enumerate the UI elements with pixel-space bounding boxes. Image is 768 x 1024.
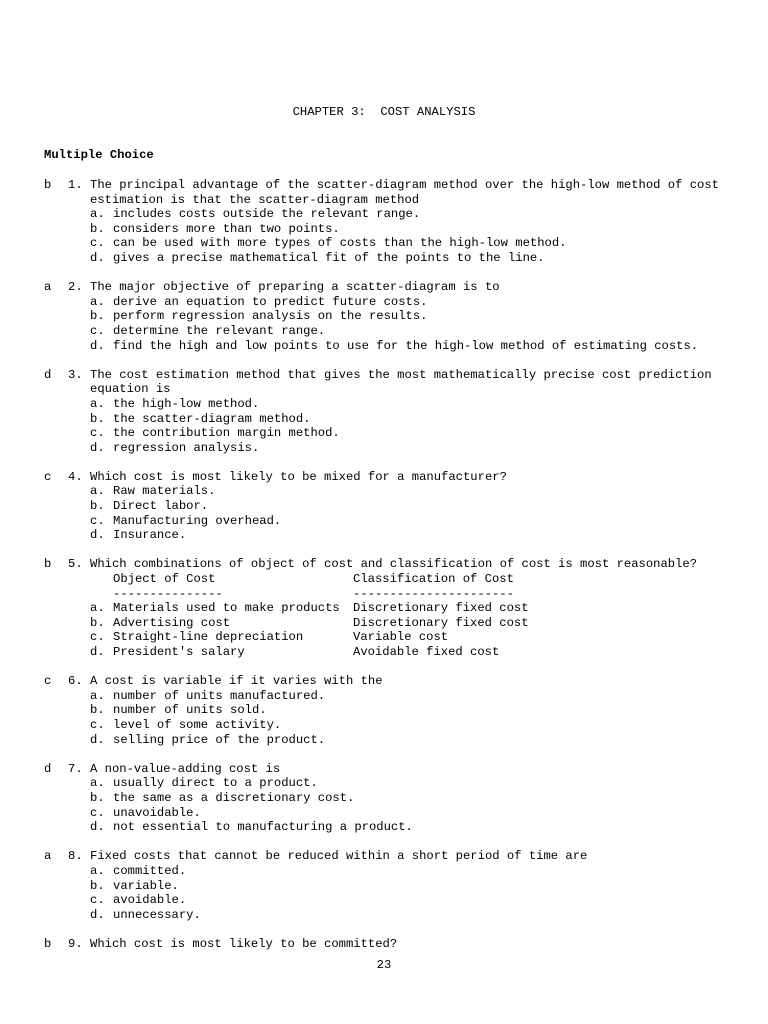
cost-object: President's salary — [113, 645, 245, 659]
question-text: Which combinations of object of cost and classification of cost is most reasonable? — [90, 557, 698, 572]
option-letter: b. — [90, 703, 105, 718]
option-letter: a. — [90, 688, 105, 703]
question-item — [0, 849, 768, 922]
question-number: 4. — [68, 469, 83, 484]
option-letter: a. — [90, 207, 105, 222]
option-text: variable. — [113, 878, 179, 893]
option-letter: c. — [90, 805, 105, 820]
question-text: The principal advantage of the scatter-diagram method over the high-low method of cost estimation is that the scatter-diagram method — [90, 178, 727, 207]
answer-option — [90, 879, 768, 894]
answer-option — [90, 514, 768, 529]
option-letter: b. — [90, 878, 105, 893]
answer-key: a — [44, 280, 52, 295]
answer-option — [90, 207, 768, 222]
answer-option — [90, 806, 768, 821]
answer-option — [90, 412, 768, 427]
answer-option — [90, 236, 768, 251]
option-text: regression analysis. — [113, 440, 260, 455]
option-letter: c. — [90, 630, 105, 645]
question-text: The cost estimation method that gives the most mathematically precise cost prediction equation is — [90, 367, 719, 397]
question-number: 9. — [68, 936, 83, 951]
question-item — [0, 178, 768, 266]
table-row — [90, 601, 768, 616]
option-letter: b. — [90, 221, 105, 236]
answer-option — [90, 339, 768, 354]
question-stem — [0, 762, 768, 777]
option-letter: a. — [90, 484, 105, 499]
question-stem — [0, 368, 768, 397]
option-letter: b. — [90, 411, 105, 426]
option-letter: c. — [90, 236, 105, 251]
option-letter: c. — [90, 717, 105, 732]
option-text: considers more than two points. — [113, 221, 340, 236]
question-stem — [0, 674, 768, 689]
option-text: unnecessary. — [113, 907, 201, 922]
table-row — [90, 630, 768, 645]
answer-option — [90, 324, 768, 339]
option-letter: d. — [90, 732, 105, 747]
option-letter: a. — [90, 863, 105, 878]
table-column-header: Object of Cost — [113, 572, 216, 587]
answer-option — [90, 222, 768, 237]
question-number: 2. — [68, 280, 83, 295]
question-item — [0, 470, 768, 543]
question-item — [0, 674, 768, 747]
answer-option — [90, 441, 768, 456]
option-text: unavoidable. — [113, 805, 201, 820]
answer-option — [90, 295, 768, 310]
table-column-header: Classification of Cost — [353, 572, 514, 587]
option-letter: d. — [90, 907, 105, 922]
option-text: Direct labor. — [113, 499, 209, 514]
option-letter: a. — [90, 601, 105, 616]
option-text: perform regression analysis on the results. — [113, 309, 428, 324]
option-text: number of units sold. — [113, 703, 267, 718]
question-stem — [0, 849, 768, 864]
answer-option — [90, 484, 768, 499]
question-item — [0, 368, 768, 456]
answer-option — [90, 703, 768, 718]
answer-option — [90, 397, 768, 412]
option-letter: d. — [90, 645, 105, 659]
question-stem — [0, 557, 768, 572]
option-letter: b. — [90, 309, 105, 324]
answer-option — [90, 689, 768, 704]
question-text: A cost is variable if it varies with the — [90, 674, 383, 689]
answer-key: b — [44, 178, 52, 192]
table-row — [90, 616, 768, 631]
table-header-row — [90, 572, 768, 587]
option-letter: c. — [90, 426, 105, 441]
option-letter: a. — [90, 396, 105, 411]
option-text: number of units manufactured. — [113, 688, 326, 703]
option-text: derive an equation to predict future costs. — [113, 294, 428, 309]
answer-key: d — [44, 367, 52, 382]
option-text: can be used with more types of costs than the high-low method. — [113, 236, 567, 251]
answer-option — [90, 499, 768, 514]
question-number: 3. — [68, 367, 83, 382]
answer-option — [90, 908, 768, 923]
question-item — [0, 280, 768, 353]
table-row — [90, 645, 768, 660]
option-text: gives a precise mathematical fit of the points to the line. — [113, 250, 545, 265]
question-list — [0, 178, 768, 966]
answer-option — [90, 864, 768, 879]
cost-classification: Avoidable fixed cost — [353, 645, 500, 659]
option-letter: a. — [90, 776, 105, 791]
cost-object: Straight-line depreciation — [113, 630, 304, 645]
question-stem — [0, 280, 768, 295]
cost-classification: Discretionary fixed cost — [353, 615, 529, 630]
question-text: Which cost is most likely to be committed? — [90, 936, 398, 951]
option-text: the same as a discretionary cost. — [113, 790, 355, 805]
table-rule: --------------- — [113, 586, 223, 601]
option-text: Insurance. — [113, 528, 187, 543]
answer-key: b — [44, 936, 52, 951]
option-text: avoidable. — [113, 893, 187, 908]
question-item — [0, 557, 768, 659]
option-text: the contribution margin method. — [113, 426, 340, 441]
option-text: Raw materials. — [113, 484, 216, 499]
cost-object: Advertising cost — [113, 615, 231, 630]
option-text: find the high and low points to use for the high-low method of estimating costs. — [113, 338, 699, 353]
option-letter: d. — [90, 440, 105, 455]
answer-option — [90, 791, 768, 806]
question-item — [0, 762, 768, 835]
option-letter: d. — [90, 338, 105, 353]
option-text: selling price of the product. — [113, 732, 326, 747]
answer-option — [90, 820, 768, 835]
option-text: not essential to manufacturing a product. — [113, 820, 413, 835]
answer-key: d — [44, 761, 52, 776]
cost-classification: Variable cost — [353, 630, 449, 645]
answer-option — [90, 733, 768, 748]
question-text: A non-value-adding cost is — [90, 761, 281, 776]
option-text: Manufacturing overhead. — [113, 513, 282, 528]
option-letter: b. — [90, 615, 105, 630]
answer-option — [90, 528, 768, 543]
answer-option — [90, 426, 768, 441]
answer-option — [90, 309, 768, 324]
option-text: usually direct to a product. — [113, 776, 318, 791]
question-number: 1. — [68, 178, 83, 192]
question-number: 5. — [68, 557, 83, 572]
option-text: committed. — [113, 863, 187, 878]
cost-object: Materials used to make products — [113, 601, 340, 616]
option-letter: d. — [90, 250, 105, 265]
option-text: the scatter-diagram method. — [113, 411, 311, 426]
option-letter: d. — [90, 820, 105, 835]
table-rule: ---------------------- — [353, 586, 514, 601]
option-text: includes costs outside the relevant range. — [113, 207, 421, 222]
page-number: 23 — [376, 958, 392, 972]
question-item — [0, 937, 768, 952]
option-letter: c. — [90, 513, 105, 528]
answer-option — [90, 718, 768, 733]
question-text: Fixed costs that cannot be reduced within a short period of time are — [90, 849, 588, 864]
answer-key: a — [44, 849, 52, 864]
question-stem — [0, 178, 768, 207]
question-number: 8. — [68, 849, 83, 864]
section-heading: Multiple Choice — [44, 148, 154, 162]
option-letter: c. — [90, 893, 105, 908]
option-letter: d. — [90, 528, 105, 543]
table-rule-row — [90, 587, 768, 602]
answer-option — [90, 893, 768, 908]
option-text: the high-low method. — [113, 396, 260, 411]
question-text: The major objective of preparing a scatter-diagram is to — [90, 280, 500, 295]
question-number: 6. — [68, 674, 83, 689]
option-letter: a. — [90, 294, 105, 309]
answer-key: b — [44, 557, 52, 572]
answer-key: c — [44, 469, 52, 484]
option-letter: b. — [90, 790, 105, 805]
answer-option — [90, 776, 768, 791]
option-letter: c. — [90, 323, 105, 338]
option-letter: b. — [90, 499, 105, 514]
option-text: level of some activity. — [113, 717, 282, 732]
answer-key: c — [44, 674, 52, 689]
option-text: determine the relevant range. — [113, 323, 326, 338]
answer-option — [90, 251, 768, 266]
question-number: 7. — [68, 761, 83, 776]
cost-classification: Discretionary fixed cost — [353, 601, 529, 616]
question-stem — [0, 937, 768, 952]
question-stem — [0, 470, 768, 485]
chapter-title: CHAPTER 3: COST ANALYSIS — [292, 105, 476, 119]
question-text: Which cost is most likely to be mixed for a manufacturer? — [90, 469, 507, 484]
